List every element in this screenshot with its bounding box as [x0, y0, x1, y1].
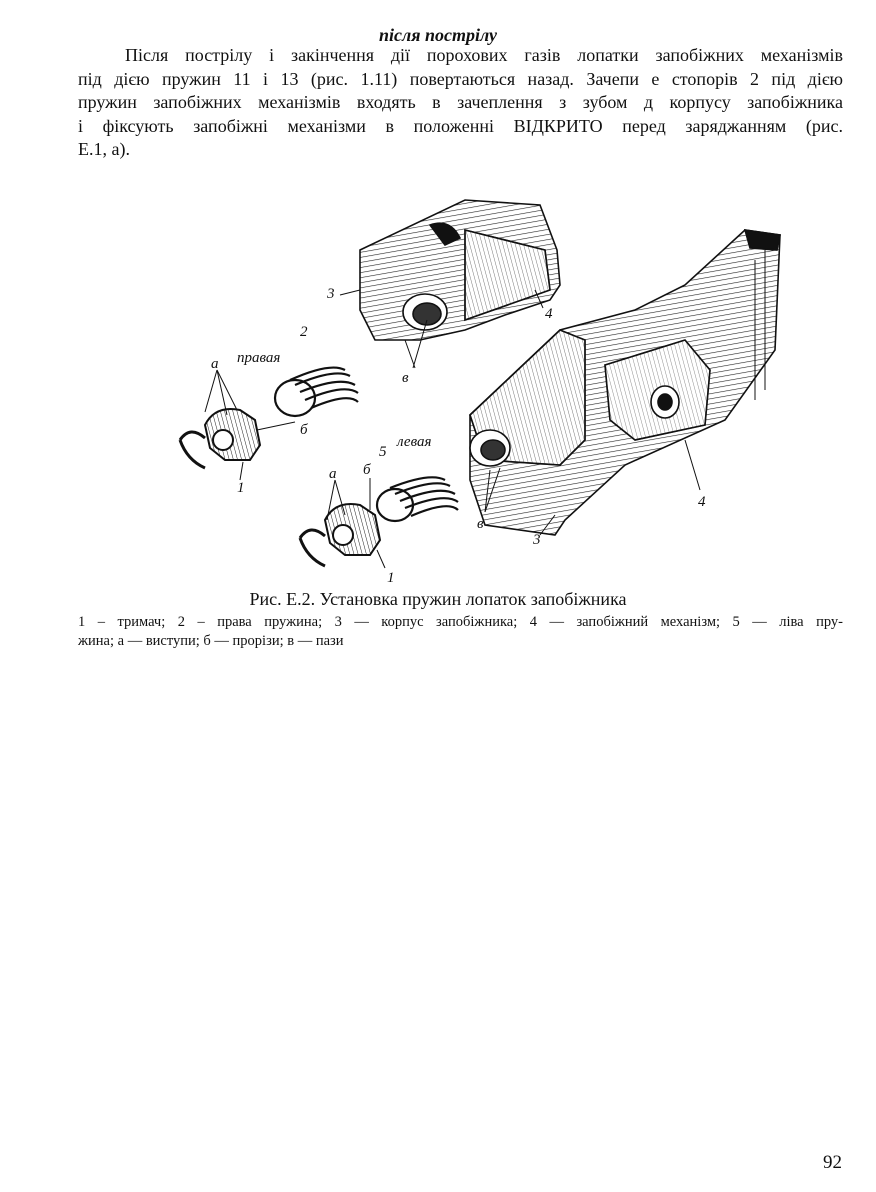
label-3-bottom: 3 — [533, 532, 541, 548]
figure-caption: Рис. Е.2. Установка пружин лопаток запобіжника — [249, 589, 627, 609]
paragraph-line: Е.1, а). — [78, 139, 130, 159]
page-number: 92 — [823, 1152, 842, 1173]
technical-drawing — [165, 190, 805, 585]
right-spring — [275, 368, 358, 416]
label-2: 2 — [300, 324, 308, 340]
legend-line: жина; а — виступи; б — прорізи; в — пази — [78, 633, 344, 649]
paragraph-line: Після пострілу і закінчення дії порохових газів лопатки запобіжних механізмів — [125, 45, 843, 65]
section-heading: після пострілу — [378, 25, 497, 45]
label-b-bottom: б — [363, 462, 371, 478]
upper-body-part — [360, 200, 560, 340]
label-a-top: а — [211, 356, 219, 372]
label-pravaya: правая — [237, 350, 281, 366]
label-b-top: б — [300, 422, 308, 438]
label-1-top: 1 — [237, 480, 245, 496]
drawing-svg — [165, 190, 805, 585]
label-4-right: 4 — [698, 494, 706, 510]
label-4-top: 4 — [545, 306, 553, 322]
label-v-bottom: в — [477, 516, 484, 532]
legend-line: 1 – тримач; 2 – права пружина; 3 — корпус запобіжника; 4 — запобіжний механізм; 5 — ліва пру- — [78, 614, 843, 630]
paragraph-line: і фіксують запобіжні механізми в положенні ВІДКРИТО перед заряджанням (рис. — [78, 115, 843, 136]
paragraph-line: під дією пружин 11 і 13 (рис. 1.11) повертаються назад. Зачепи е стопорів 2 під дією — [78, 68, 843, 89]
paragraph-line: пружин запобіжних механізмів входять в зачеплення з зубом д корпусу запобіжника — [78, 92, 843, 112]
label-v-top: в — [402, 370, 409, 386]
label-5: 5 — [379, 444, 387, 460]
label-a-bottom: а — [329, 466, 337, 482]
body-paragraph — [78, 44, 843, 162]
figure-legend — [78, 613, 843, 651]
lower-holder — [300, 504, 380, 566]
upper-holder — [180, 409, 260, 468]
label-1-bottom: 1 — [387, 570, 395, 585]
label-3-top: 3 — [327, 286, 335, 302]
label-levaya: левая — [397, 434, 432, 450]
left-spring — [377, 477, 458, 521]
